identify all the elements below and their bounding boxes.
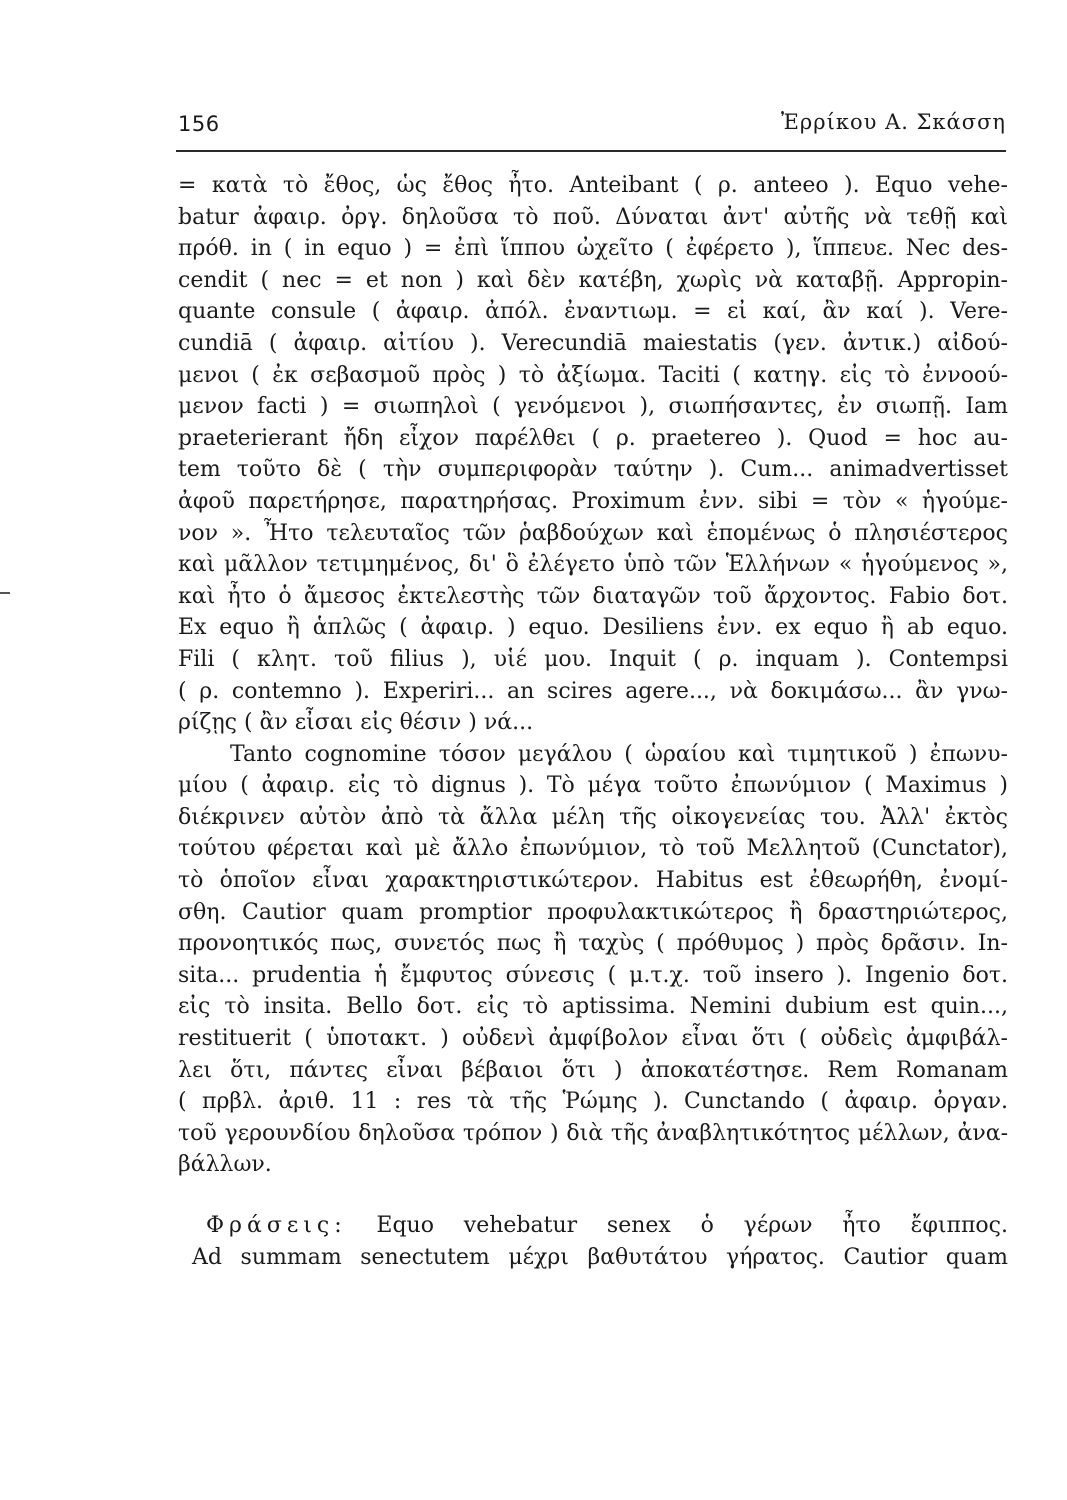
text-line: σθη. Cautior quam promptior προφυλακτικώτερος ἢ δραστηριώτερος, [178, 899, 1008, 925]
text-line: batur ἀφαιρ. ὀργ. δηλοῦσα τὸ ποῦ. Δύναται ἀντ' αὐτῆς νὰ τεθῇ καὶ [178, 204, 1008, 230]
text-line: tem τοῦτο δὲ ( τὴν συμπεριφορὰν ταύτην ). Cum... animadvertisset [178, 457, 1008, 483]
phrases-line-1: Equo vehebatur senex ὁ γέρων ἦτο ἔφιππος. [346, 1213, 1008, 1238]
text-line: μενον facti ) = σιωπηλοὶ ( γενόμενοι ), σιωπήσαντες, ἐν σιωπῇ. Iam [178, 394, 1008, 420]
phrases-paragraph [178, 1210, 1008, 1273]
text-line: Ad summam senectutem μέχρι βαθυτάτου γήρατος. Cautior quam [192, 1244, 1008, 1270]
text-line: restituerit ( ὑποτακτ. ) οὐδενὶ ἀμφίβολον εἶναι ὅτι ( οὐδεὶς ἀμφιβάλ- [178, 1026, 1008, 1052]
text-line: τούτου φέρεται καὶ μὲ ἄλλο ἐπωνύμιον, τὸ τοῦ Μελλητοῦ (Cunctator), [178, 836, 1008, 862]
page-body [178, 170, 1008, 1273]
text-line: τοῦ γερουνδίου δηλοῦσα τρόπον ) διὰ τῆς ἀναβλητικότητος μέλλων, ἀνα- [178, 1120, 1008, 1146]
text-line: ρίζῃς ( ἂν εἶσαι εἰς θέσιν ) νά... [178, 710, 534, 736]
text-line: εἰς τὸ insita. Bello δοτ. εἰς τὸ aptissima. Nemini dubium est quin..., [178, 994, 1008, 1020]
text-line: πρόθ. in ( in equo ) = ἐπὶ ἵππου ὠχεῖτο ( ἐφέρετο ), ἵππευε. Nec des- [178, 236, 1008, 262]
page-header [176, 100, 1006, 140]
text-line: μενοι ( ἐκ σεβασμοῦ πρὸς ) τὸ ἀξίωμα. Taciti ( κατηγ. εἰς τὸ ἐννοού- [178, 362, 1008, 388]
text-line: διέκρινεν αὐτὸν ἀπὸ τὰ ἄλλα μέλη τῆς οἰκογενείας του. Ἀλλ' ἐκτὸς [178, 804, 1008, 830]
text-line: praeterierant ἤδη εἶχον παρέλθει ( ρ. praetereo ). Quod = hoc au- [178, 425, 1008, 451]
text-line: cendit ( nec = et non ) καὶ δὲν κατέβη, χωρὶς νὰ καταβῇ. Appropin- [178, 267, 1008, 293]
text-line: τὸ ὁποῖον εἶναι χαρακτηριστικώτερον. Habitus est ἐθεωρήθη, ἐνομί- [178, 868, 1008, 894]
text-line: προνοητικός πως, συνετός πως ἢ ταχὺς ( πρόθυμος ) πρὸς δρᾶσιν. In- [178, 931, 1008, 957]
text-line: Fili ( κλητ. τοῦ filius ), υἱέ μου. Inquit ( ρ. inquam ). Contempsi [178, 646, 1008, 672]
text-line: sita... prudentia ἡ ἔμφυτος σύνεσις ( μ.τ.χ. τοῦ insero ). Ingenio δοτ. [178, 962, 1008, 988]
text-line: ( ρ. contemno ). Experiri... an scires agere..., νὰ δοκιμάσω... ἂν γνω- [178, 678, 1008, 704]
text-line [178, 1210, 1008, 1242]
commentary-paragraph-2 [178, 739, 1008, 1181]
text-line: μίου ( ἀφαιρ. εἰς τὸ dignus ). Τὸ μέγα τοῦτο ἐπωνύμιον ( Maximus ) [178, 773, 1008, 799]
commentary-paragraph-1 [178, 170, 1008, 739]
running-head: Ἐρρίκου Α. Σκάσση [781, 110, 1006, 134]
text-line: λει ὅτι, πάντες εἶναι βέβαιοι ὅτι ) ἀποκατέστησε. Rem Romanam [178, 1057, 1008, 1083]
text-line: quante consule ( ἀφαιρ. ἀπόλ. ἐναντιωμ. = εἰ καί, ἂν καί ). Vere- [178, 299, 1008, 325]
text-line: βάλλων. [178, 1152, 272, 1178]
text-line: καὶ μᾶλλον τετιμημένος, δι' ὃ ἐλέγετο ὑπὸ τῶν Ἑλλήνων « ἡγούμενος », [178, 552, 1008, 578]
header-rule [176, 150, 1006, 152]
text-line: cundiā ( ἀφαιρ. αἰτίου ). Verecundiā maiestatis (γεν. ἀντικ.) αἰδού- [178, 330, 1008, 356]
text-line: ἀφοῦ παρετήρησε, παρατηρήσας. Proximum ἐνν. sibi = τὸν « ἡγούμε- [178, 488, 1008, 514]
page-number: 156 [178, 112, 220, 136]
text-line: Ex equo ἢ ἁπλῶς ( ἀφαιρ. ) equo. Desiliens ἐνν. ex equo ἢ ab equo. [178, 615, 1008, 641]
text-line: Tanto cognomine τόσον μεγάλου ( ὡραίου καὶ τιμητικοῦ ) ἐπωνυ- [230, 741, 1008, 767]
margin-mark [0, 592, 10, 594]
text-line: καὶ ἦτο ὁ ἄμεσος ἐκτελεστὴς τῶν διαταγῶν τοῦ ἄρχοντος. Fabio δοτ. [178, 583, 1008, 609]
phrases-label: Φράσεις: [206, 1213, 347, 1238]
text-line: νον ». Ἦτο τελευταῖος τῶν ῥαβδούχων καὶ ἑπομένως ὁ πλησιέστερος [178, 520, 1008, 546]
text-line: = κατὰ τὸ ἔθος, ὡς ἔθος ἦτο. Anteibant ( ρ. anteeo ). Equo vehe- [178, 173, 1008, 198]
text-line: ( πρβλ. ἀριθ. 11 : res τὰ τῆς Ῥώμης ). Cunctando ( ἀφαιρ. ὀργαν. [178, 1089, 1008, 1115]
